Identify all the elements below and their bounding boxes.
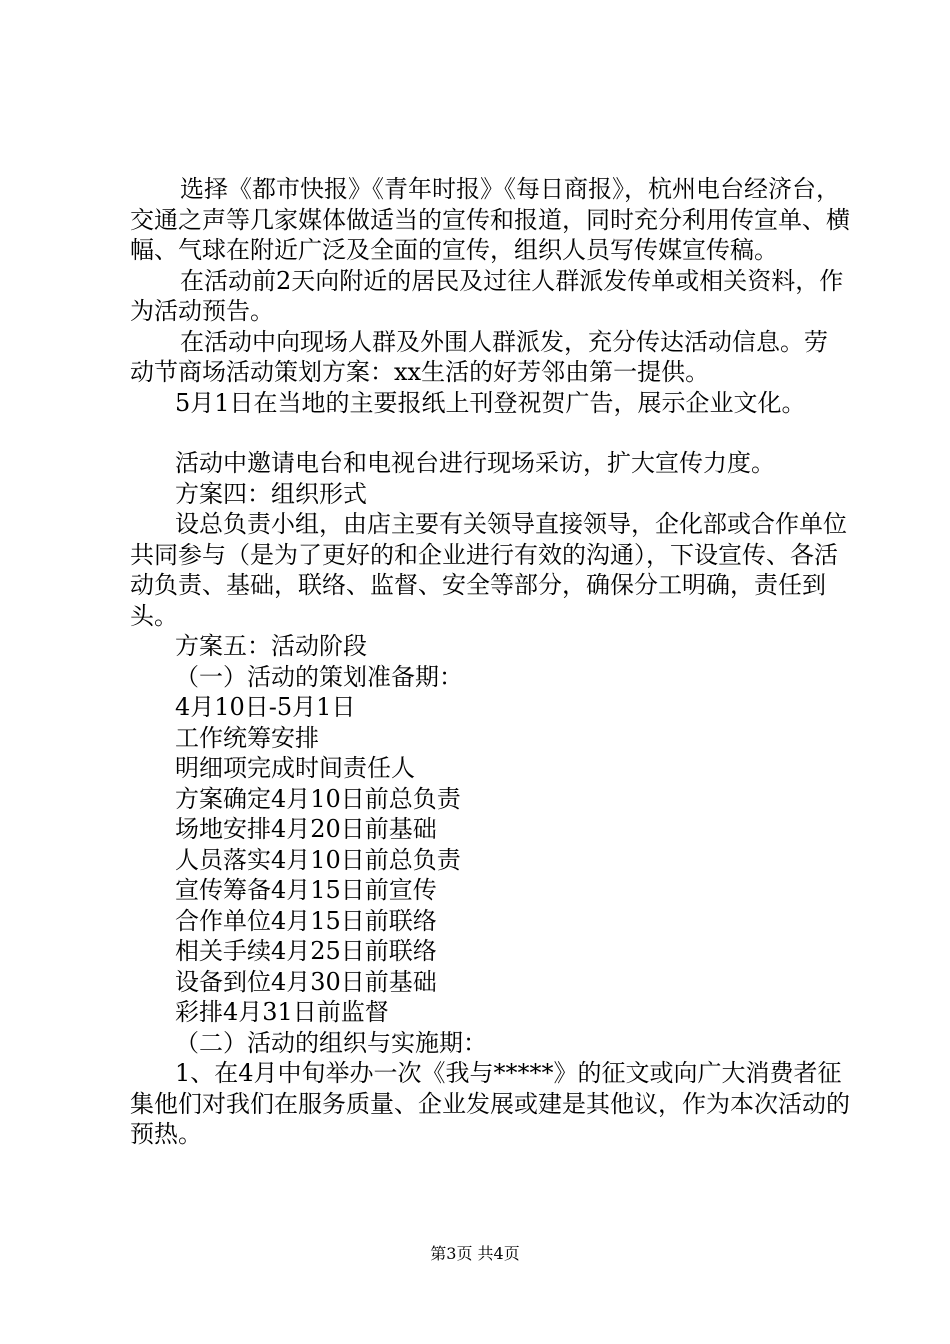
schedule-header: 明细项完成时间责任人: [175, 754, 415, 782]
planning-date-range: 4月10日-5月1日: [175, 693, 356, 721]
subheading-implementation-period: （二）活动的组织与实施期：: [175, 1028, 487, 1057]
subheading-planning-period: （一）活动的策划准备期：: [175, 662, 463, 691]
paragraph-on-site-flyers: 在活动中向现场人群及外围人群派发，充分传达活动信息。劳动节商场活动策划方案：xx生活的好芳邻由第一提供。: [130, 327, 828, 386]
paragraph-essay-contest: 1、在4月中旬举办一次《我与*****》的征文或向广大消费者征集他们对我们在服务质量、企业发展或建是其他议，作为本次活动的预热。: [130, 1059, 850, 1148]
page-footer: 第3页 共4页: [430, 1244, 520, 1263]
schedule-row: 设备到位4月30日前基础: [175, 967, 437, 996]
schedule-row: 人员落实4月10日前总负责: [175, 845, 461, 874]
blank-line: [130, 418, 850, 448]
paragraph-media-promotion: 选择《都市快报》《青年时报》《每日商报》，杭州电台经济台，交通之声等几家媒体做适当的宣传和报道，同时充分利用传宣单、横幅、气球在附近广泛及全面的宣传，组织人员写传媒宣传稿。: [130, 175, 850, 264]
section-heading-stages: 方案五：活动阶段: [175, 632, 367, 660]
document-body: [130, 174, 850, 1150]
paragraph-pre-event-flyers: 在活动前2天向附近的居民及过往人群派发传单或相关资料，作为活动预告。: [130, 266, 844, 325]
schedule-row: 相关手续4月25日前联络: [175, 937, 437, 965]
section-heading-organization: 方案四：组织形式: [175, 479, 367, 508]
paragraph-newspaper-ad: 5月1日在当地的主要报纸上刊登祝贺广告，展示企业文化。: [175, 388, 806, 417]
schedule-row: 宣传筹备4月15日前宣传: [175, 876, 437, 904]
paragraph-organization: 设总负责小组，由店主要有关领导直接领导，企化部或合作单位共同参与（是为了更好的和企业进行有效的沟通），下设宣传、各活动负责、基础，联络、监督、安全等部分，确保分工明确，责任到头。: [130, 510, 847, 630]
schedule-row: 合作单位4月15日前联络: [175, 906, 437, 935]
schedule-row: 彩排4月31日前监督: [175, 998, 389, 1026]
paragraph-tv-interview: 活动中邀请电台和电视台进行现场采访，扩大宣传力度。: [175, 449, 775, 477]
schedule-row: 场地安排4月20日前基础: [175, 815, 437, 843]
schedule-row: 方案确定4月10日前总负责: [175, 784, 461, 813]
schedule-title: 工作统筹安排: [175, 723, 319, 752]
